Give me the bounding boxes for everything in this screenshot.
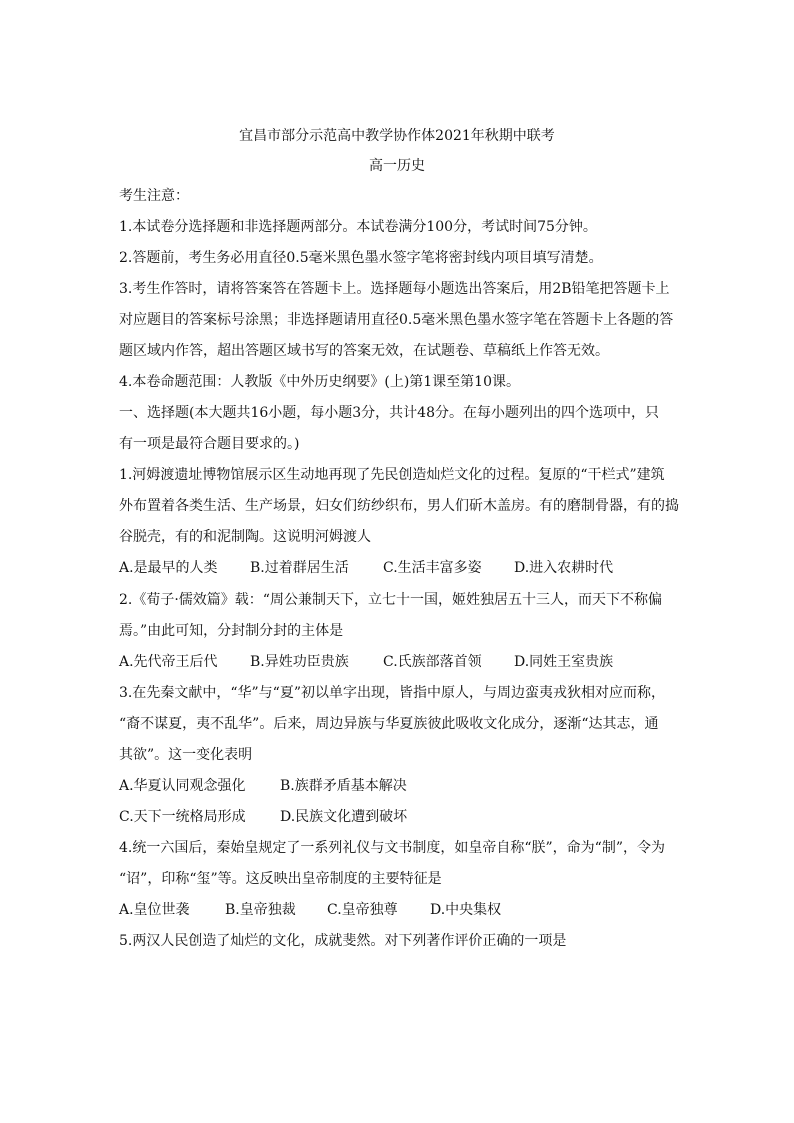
- notice-item: 对应题目的答案标号涂黑；非选择题请用直径0.5毫米黑色墨水签字笔在答题卡上各题的答: [119, 312, 674, 328]
- notice-item: 1.本试卷分选择题和非选择题两部分。本试卷满分100分，考试时间75分钟。: [119, 219, 597, 235]
- question-1-option-b: B.过着群居生活: [250, 560, 349, 576]
- notice-item: 4.本卷命题范围：人教版《中外历史纲要》(上)第1课至第10课。: [119, 374, 521, 390]
- question-3-text: 其欲”。这一变化表明: [119, 747, 253, 763]
- question-2-option-b: B.异姓功臣贵族: [250, 654, 349, 670]
- question-1-text: 1.河姆渡遗址博物馆展示区生动地再现了先民创造灿烂文化的过程。复原的“干栏式”建筑: [119, 467, 665, 483]
- question-4-option-c: C.皇帝独尊: [327, 902, 398, 918]
- question-5-text: 5.两汉人民创造了灿烂的文化，成就斐然。对下列著作评价正确的一项是: [119, 933, 567, 949]
- exam-title: 宜昌市部分示范高中教学协作体2021年秋期中联考: [239, 128, 555, 144]
- notice-item: 题区域内作答，超出答题区域书写的答案无效，在试题卷、草稿纸上作答无效。: [119, 343, 609, 359]
- notice-heading: 考生注意：: [119, 188, 189, 204]
- section-heading-cont: 有一项是最符合题目要求的。): [119, 436, 300, 452]
- question-4-text: “诏”，印称“玺”等。这反映出皇帝制度的主要特征是: [119, 871, 442, 887]
- question-3-option-a: A.华夏认同观念强化: [119, 778, 246, 794]
- question-2-option-a: A.先代帝王后代: [119, 654, 218, 670]
- subject-title: 高一历史: [369, 158, 425, 174]
- question-2-option-d: D.同姓王室贵族: [514, 654, 614, 670]
- question-4-text: 4.统一六国后，秦始皇规定了一系列礼仪与文书制度，如皇帝自称“朕”，命为“制”，令为: [119, 840, 665, 856]
- question-1-option-c: C.生活丰富多姿: [383, 560, 482, 576]
- question-2-text: 焉。”由此可知，分封制分封的主体是: [119, 623, 344, 639]
- question-1-option-d: D.进入农耕时代: [514, 560, 614, 576]
- notice-item: 3.考生作答时，请将答案答在答题卡上。选择题每小题选出答案后，用2B铅笔把答题卡上: [119, 281, 670, 297]
- question-1-option-a: A.是最早的人类: [119, 560, 218, 576]
- question-3-option-d: D.民族文化遭到破坏: [280, 809, 408, 825]
- question-1-text: 外布置着各类生活、生产场景，妇女们纺纱织布，男人们斫木盖房。有的磨制骨器，有的捣: [119, 498, 679, 514]
- question-3-text: 3.在先秦文献中，“华”与“夏”初以单字出现，皆指中原人，与周边蛮夷戎狄相对应而称，: [119, 685, 665, 701]
- section-heading: 一、选择题(本大题共16小题，每小题3分，共计48分。在每小题列出的四个选项中，只: [119, 405, 659, 421]
- question-4-option-a: A.皇位世袭: [119, 902, 190, 918]
- question-3-text: “裔不谋夏，夷不乱华”。后来，周边异族与华夏族彼此吸收文化成分，逐渐“达其志，通: [119, 716, 659, 732]
- question-2-option-c: C.氏族部落首领: [383, 654, 482, 670]
- question-1-text: 谷脱壳，有的和泥制陶。这说明河姆渡人: [119, 529, 371, 545]
- notice-item: 2.答题前，考生务必用直径0.5毫米黑色墨水签字笔将密封线内项目填写清楚。: [119, 250, 603, 266]
- question-3-option-c: C.天下一统格局形成: [119, 809, 246, 825]
- question-3-option-b: B.族群矛盾基本解决: [280, 778, 407, 794]
- question-4-option-d: D.中央集权: [430, 902, 502, 918]
- question-4-option-b: B.皇帝独裁: [225, 902, 296, 918]
- question-2-text: 2.《荀子·儒效篇》载：“周公兼制天下，立七十一国，姬姓独居五十三人，而天下不称偏: [119, 592, 662, 608]
